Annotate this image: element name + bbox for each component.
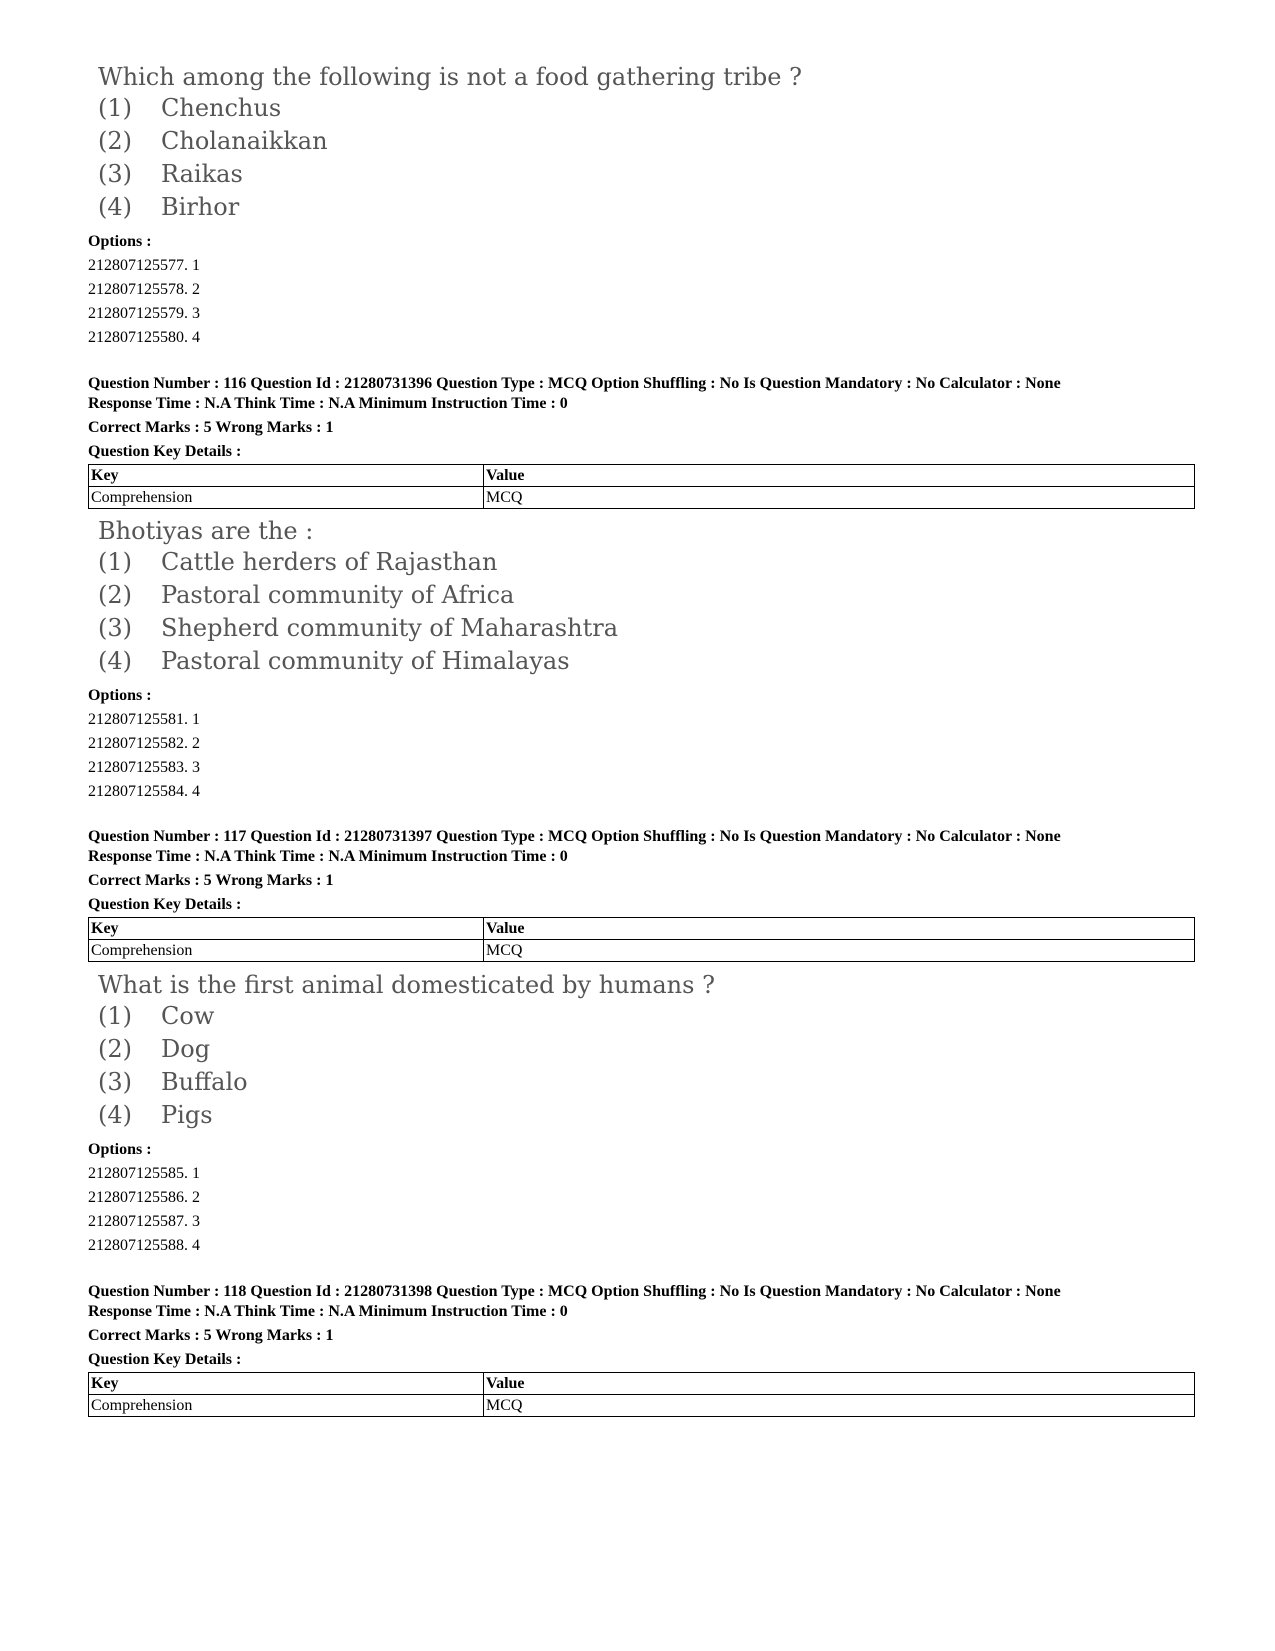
table-header-row [89, 1373, 1195, 1395]
question-meta-118 [88, 1282, 1061, 1370]
question-choice [98, 546, 618, 579]
option-id: 212807125580. 4 [88, 329, 200, 346]
option-id: 212807125588. 4 [88, 1237, 200, 1254]
question-timing-line: Response Time : N.A Think Time : N.A Minimum Instruction Time : 0 [88, 848, 568, 865]
question-stem: Which among the following is not a food gathering tribe ? [98, 63, 802, 91]
table-cell-value: MCQ [484, 487, 1195, 509]
options-block-117 [88, 1138, 200, 1258]
question-choice [98, 125, 802, 158]
choice-number: (4) [98, 647, 132, 675]
option-id: 212807125577. 1 [88, 257, 200, 274]
question-key-table-117 [88, 917, 1195, 962]
choice-text: Shepherd community of Maharashtra [161, 614, 619, 642]
question-meta-line: Question Number : 117 Question Id : 21280731397 Question Type : MCQ Option Shuffling : No Is Question Mandatory : No Calculator : None [88, 828, 1061, 845]
option-id: 212807125581. 1 [88, 711, 200, 728]
question-117-image [98, 970, 715, 1132]
question-choice [98, 1033, 715, 1066]
choice-text: Birhor [161, 193, 240, 221]
question-key-table-118 [88, 1372, 1195, 1417]
question-choice [98, 92, 802, 125]
question-timing-line: Response Time : N.A Think Time : N.A Minimum Instruction Time : 0 [88, 395, 568, 412]
choice-text: Pastoral community of Himalayas [161, 647, 570, 675]
options-label: Options : [88, 687, 152, 704]
choice-number: (3) [98, 1068, 132, 1096]
question-meta-line: Question Number : 118 Question Id : 21280731398 Question Type : MCQ Option Shuffling : No Is Question Mandatory : No Calculator : None [88, 1283, 1061, 1300]
table-header-key: Key [89, 465, 484, 487]
choice-text: Raikas [161, 160, 243, 188]
choice-text: Cholanaikkan [161, 127, 328, 155]
question-choice [98, 579, 618, 612]
question-marks: Correct Marks : 5 Wrong Marks : 1 [88, 419, 334, 436]
option-id: 212807125579. 3 [88, 305, 200, 322]
table-cell-value: MCQ [484, 940, 1195, 962]
choice-number: (4) [98, 1101, 132, 1129]
table-cell-key: Comprehension [89, 940, 484, 962]
options-label: Options : [88, 1141, 152, 1158]
choice-text: Buffalo [161, 1068, 248, 1096]
question-stem: What is the first animal domesticated by humans ? [98, 971, 715, 999]
option-id: 212807125584. 4 [88, 783, 200, 800]
question-meta-line: Question Number : 116 Question Id : 21280731396 Question Type : MCQ Option Shuffling : No Is Question Mandatory : No Calculator : None [88, 375, 1061, 392]
question-key-details-label: Question Key Details : [88, 443, 242, 460]
table-header-value: Value [484, 465, 1195, 487]
question-choice [98, 645, 618, 678]
choice-number: (3) [98, 614, 132, 642]
choice-text: Dog [161, 1035, 211, 1063]
choice-number: (2) [98, 581, 132, 609]
choice-text: Cattle herders of Rajasthan [161, 548, 498, 576]
table-header-value: Value [484, 918, 1195, 940]
choice-number: (1) [98, 1002, 132, 1030]
options-label: Options : [88, 233, 152, 250]
choice-number: (2) [98, 1035, 132, 1063]
question-key-table-116 [88, 464, 1195, 509]
table-row [89, 1395, 1195, 1417]
question-choice [98, 191, 802, 224]
choice-text: Chenchus [161, 94, 282, 122]
choice-number: (4) [98, 193, 132, 221]
table-header-row [89, 918, 1195, 940]
choice-text: Pigs [161, 1101, 213, 1129]
table-row [89, 940, 1195, 962]
question-choice [98, 1066, 715, 1099]
question-meta-116 [88, 374, 1061, 462]
table-header-value: Value [484, 1373, 1195, 1395]
option-id: 212807125578. 2 [88, 281, 200, 298]
choice-number: (1) [98, 94, 132, 122]
choice-text: Pastoral community of Africa [161, 581, 515, 609]
question-115-image [98, 62, 802, 224]
choice-number: (1) [98, 548, 132, 576]
question-116-image [98, 516, 618, 678]
table-header-key: Key [89, 918, 484, 940]
question-choice [98, 158, 802, 191]
table-row [89, 487, 1195, 509]
choice-number: (2) [98, 127, 132, 155]
option-id: 212807125583. 3 [88, 759, 200, 776]
question-choice [98, 1099, 715, 1132]
question-stem: Bhotiyas are the : [98, 517, 314, 545]
option-id: 212807125582. 2 [88, 735, 200, 752]
question-marks: Correct Marks : 5 Wrong Marks : 1 [88, 1327, 334, 1344]
question-choice [98, 1000, 715, 1033]
table-cell-key: Comprehension [89, 1395, 484, 1417]
question-meta-117 [88, 827, 1061, 915]
table-header-key: Key [89, 1373, 484, 1395]
question-choice [98, 612, 618, 645]
option-id: 212807125587. 3 [88, 1213, 200, 1230]
question-key-details-label: Question Key Details : [88, 1351, 242, 1368]
table-cell-key: Comprehension [89, 487, 484, 509]
table-header-row [89, 465, 1195, 487]
options-block-115 [88, 230, 200, 350]
option-id: 212807125586. 2 [88, 1189, 200, 1206]
choice-number: (3) [98, 160, 132, 188]
choice-text: Cow [161, 1002, 215, 1030]
options-block-116 [88, 684, 200, 804]
table-cell-value: MCQ [484, 1395, 1195, 1417]
question-timing-line: Response Time : N.A Think Time : N.A Minimum Instruction Time : 0 [88, 1303, 568, 1320]
question-key-details-label: Question Key Details : [88, 896, 242, 913]
question-marks: Correct Marks : 5 Wrong Marks : 1 [88, 872, 334, 889]
option-id: 212807125585. 1 [88, 1165, 200, 1182]
